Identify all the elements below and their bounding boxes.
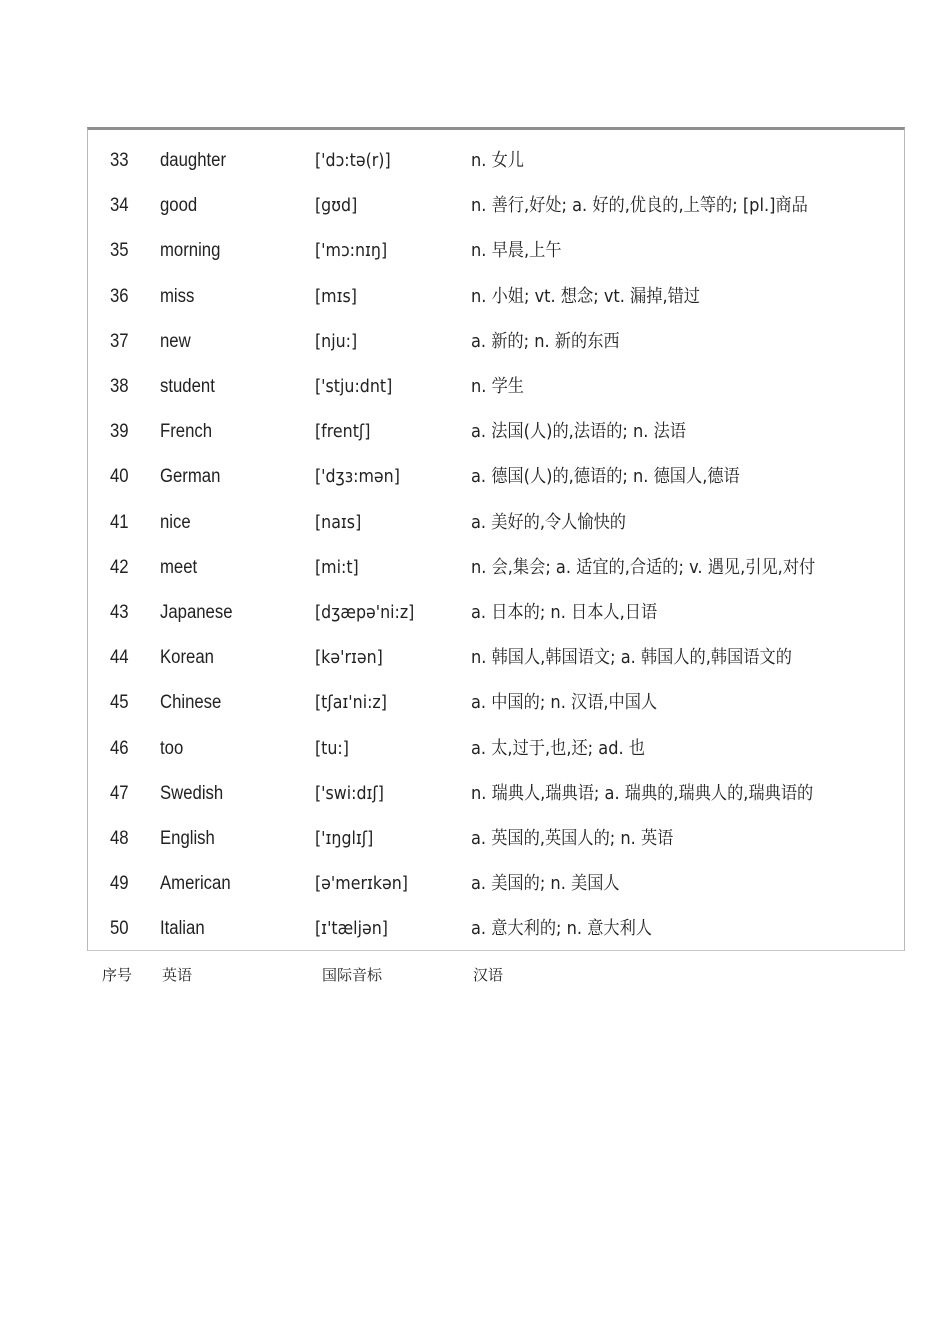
row-number: 43 (110, 602, 129, 623)
english-word: new (160, 330, 191, 352)
chinese-definition: n. 善行,好处; a. 好的,优良的,上等的; [pl.]商品 (471, 195, 808, 217)
row-number: 35 (110, 240, 129, 262)
row-number: 34 (110, 195, 129, 217)
phonetic-transcription: [nju:] (315, 330, 358, 352)
phonetic-transcription: [tu:] (315, 737, 349, 759)
table-row (88, 319, 904, 364)
english-word: too (160, 737, 184, 759)
chinese-definition: a. 德国(人)的,德语的; n. 德国人,德语 (471, 466, 740, 488)
english-word: miss (160, 285, 195, 307)
table-row (88, 183, 904, 228)
english-word: Swedish (160, 782, 224, 804)
table-row (88, 274, 904, 319)
row-number: 50 (110, 918, 129, 940)
table-row (88, 545, 904, 590)
table-row (88, 771, 904, 816)
chinese-definition: n. 会,集会; a. 适宜的,合适的; v. 遇见,引见,对付 (471, 556, 816, 578)
row-number: 40 (110, 466, 129, 488)
row-number: 37 (110, 330, 129, 352)
header-chinese: 汉语 (473, 966, 504, 984)
table-row (88, 635, 904, 680)
row-number: 39 (110, 421, 129, 443)
phonetic-transcription: [mi:t] (315, 556, 359, 578)
phonetic-transcription: ['ɪŋglɪʃ] (315, 828, 374, 849)
phonetic-transcription: ['dɔ:tə(r)] (315, 150, 391, 171)
phonetic-transcription: [mɪs] (315, 285, 357, 307)
phonetic-transcription: ['mɔ:nɪŋ] (315, 240, 388, 262)
row-number: 45 (110, 692, 129, 714)
table-row (88, 138, 904, 183)
phonetic-transcription: [kə'rɪən] (315, 647, 383, 669)
phonetic-transcription: [ə'merɪkən] (315, 873, 408, 895)
table-row (88, 228, 904, 273)
phonetic-transcription: [ɪ'tæljən] (315, 918, 388, 940)
english-word: meet (160, 556, 198, 578)
row-number: 49 (110, 873, 129, 895)
row-number: 33 (110, 150, 129, 171)
chinese-definition: a. 英国的,英国人的; n. 英语 (471, 828, 674, 849)
english-word: American (160, 873, 231, 895)
table-row (88, 861, 904, 906)
row-number: 46 (110, 737, 129, 759)
chinese-definition: a. 新的; n. 新的东西 (471, 330, 620, 352)
english-word: morning (160, 240, 221, 262)
phonetic-transcription: ['dʒɜ:mən] (315, 466, 400, 488)
chinese-definition: a. 中国的; n. 汉语,中国人 (471, 692, 658, 714)
header-phonetic: 国际音标 (322, 966, 383, 984)
chinese-definition: a. 美好的,令人愉快的 (471, 511, 626, 533)
row-number: 48 (110, 828, 129, 849)
table-row (88, 409, 904, 454)
table-row (88, 906, 904, 951)
english-word: Japanese (160, 602, 233, 623)
row-number: 47 (110, 782, 129, 804)
english-word: German (160, 466, 221, 488)
table-row (88, 364, 904, 409)
header-number: 序号 (102, 966, 133, 984)
table-row (88, 590, 904, 635)
table-row (88, 816, 904, 861)
row-number: 42 (110, 556, 129, 578)
chinese-definition: n. 韩国人,韩国语文; a. 韩国人的,韩国语文的 (471, 647, 792, 669)
english-word: student (160, 376, 215, 397)
chinese-definition: n. 小姐; vt. 想念; vt. 漏掉,错过 (471, 285, 701, 307)
english-word: English (160, 828, 215, 849)
phonetic-transcription: ['stju:dnt] (315, 376, 393, 397)
english-word: daughter (160, 150, 227, 171)
table-row (88, 726, 904, 771)
chinese-definition: n. 学生 (471, 376, 524, 397)
table-row (88, 680, 904, 725)
phonetic-transcription: [dʒæpə'ni:z] (315, 602, 415, 623)
english-word: Chinese (160, 692, 222, 714)
chinese-definition: a. 日本的; n. 日本人,日语 (471, 602, 658, 623)
row-number: 44 (110, 647, 129, 669)
english-word: nice (160, 511, 191, 533)
english-word: French (160, 421, 213, 443)
phonetic-transcription: [naɪs] (315, 511, 362, 533)
chinese-definition: n. 女儿 (471, 150, 524, 171)
vocabulary-table (87, 127, 905, 951)
chinese-definition: a. 意大利的; n. 意大利人 (471, 918, 653, 940)
chinese-definition: a. 美国的; n. 美国人 (471, 873, 620, 895)
chinese-definition: a. 太,过于,也,还; ad. 也 (471, 737, 645, 759)
column-header-row (0, 961, 950, 989)
table-row (88, 454, 904, 499)
chinese-definition: n. 瑞典人,瑞典语; a. 瑞典的,瑞典人的,瑞典语的 (471, 782, 814, 804)
english-word: good (160, 195, 198, 217)
english-word: Italian (160, 918, 205, 940)
table-row (88, 500, 904, 545)
row-number: 36 (110, 285, 129, 307)
row-number: 38 (110, 376, 129, 397)
row-number: 41 (110, 511, 129, 533)
phonetic-transcription: ['swi:dɪʃ] (315, 782, 384, 804)
phonetic-transcription: [gʊd] (315, 195, 358, 217)
phonetic-transcription: [frentʃ] (315, 421, 371, 443)
header-english: 英语 (162, 966, 193, 984)
english-word: Korean (160, 647, 214, 669)
chinese-definition: n. 早晨,上午 (471, 240, 562, 262)
chinese-definition: a. 法国(人)的,法语的; n. 法语 (471, 421, 687, 443)
phonetic-transcription: [tʃaɪ'ni:z] (315, 692, 387, 714)
